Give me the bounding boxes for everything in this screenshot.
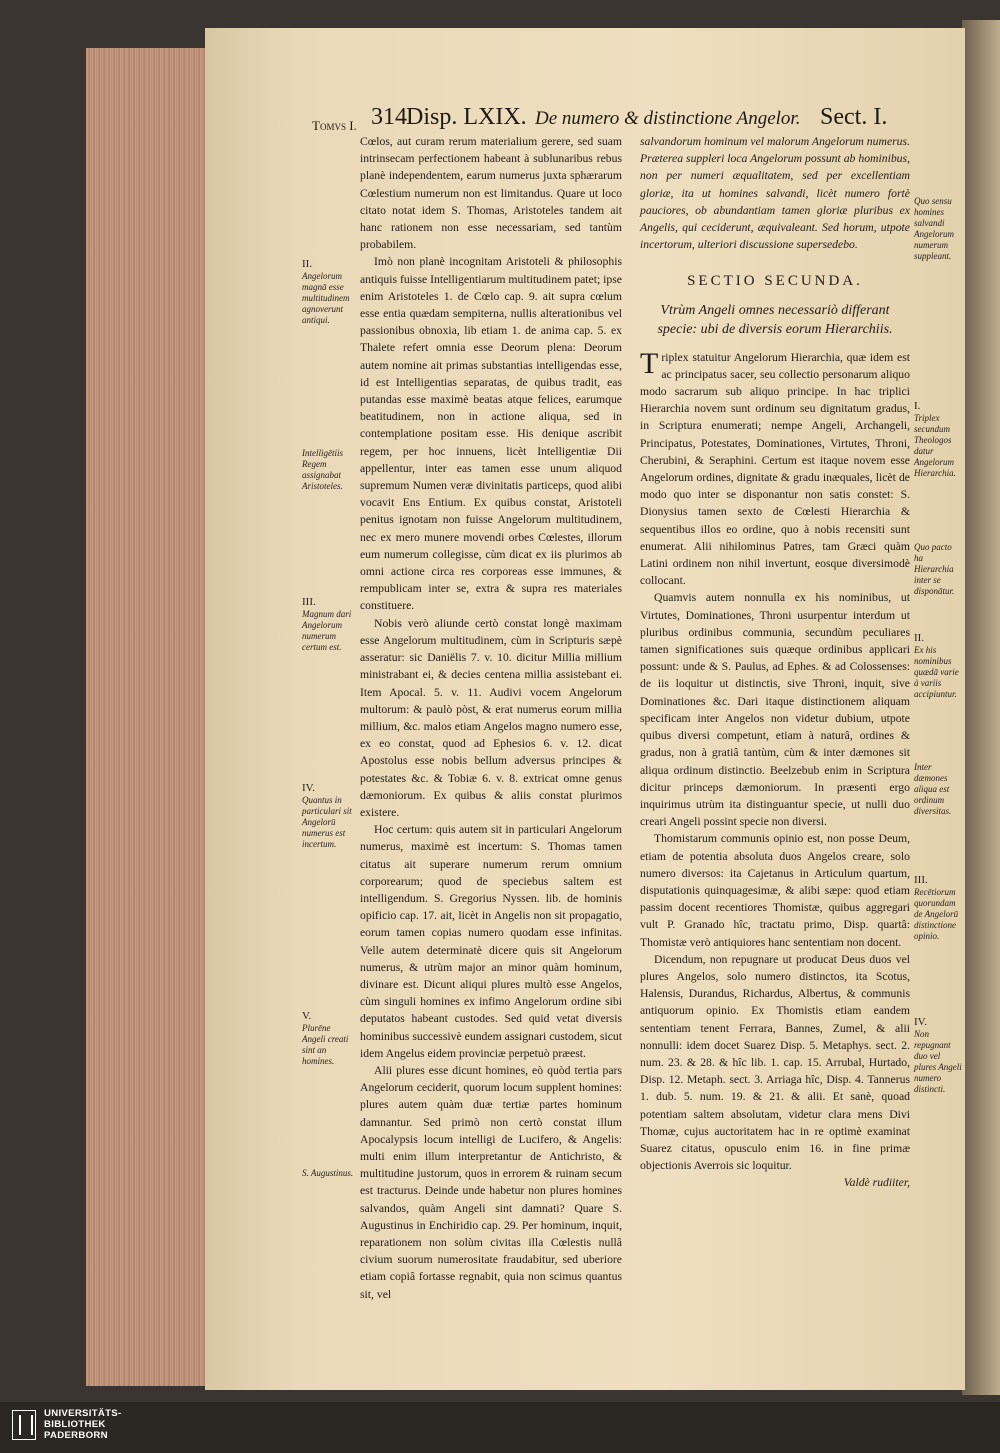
catchword: Valdè rudiiter, bbox=[843, 1176, 910, 1190]
paragraph: Thomistarum communis opinio est, non posse Deum, etiam de potentia absoluta duos Angelos creare, solo numero diversos: ita Cajetanus in Articulum quartum, disputationis quinquagesimæ, & alibi sæpe: quod etiam passim docent recentiores Thomistæ, quibus aggregari vult P. Granado hîc, tractatu primo, Disp. quartâ: Thomistæ verò antiquiores hanc sententiam non docent. bbox=[640, 832, 910, 949]
tomus-label: Tomvs I. bbox=[312, 118, 357, 133]
adjacent-page-edge bbox=[962, 20, 1000, 1395]
paragraph: Hoc certum: quis autem sit in particulari Angelorum numerus, maximè est incertum: S. Thomas tamen citatus ait superare numerum rerum omnium corporearum; quod de speciebus saltem est intelligendum. S. Gregorius Nyssen. lib. de hominis opificio cap. 17. ait, licèt in Angelis non sit propagatio, eorum tamen copias numero quodam esse infinitas. Velle autem determinatè dicere quis sit Angelorum numerus, & utrùm major an minor quàm hominum, divinare est. Dicunt aliqui plures multò esse Angelos, cùm singuli homines ex infimo Angelorum ordine sibi deputatos habeant custodes. Sed quid vetat diversis hominibus successivè eundem assignari custodem, sicut idem Angelus eidem provinciæ perpetuò præest. bbox=[360, 823, 622, 1060]
margin-note-text: Quo sensu homines salvandi Angelorum numerum suppleant. bbox=[914, 196, 954, 261]
margin-note bbox=[302, 258, 354, 326]
paragraph: Quamvis autem nonnulla ex his nominibus, ut Virtutes, Dominationes, Throni usurpentur interdum ut pluribus ordinibus communia, secundùm peculiares tamen significationes suis quæque ordinibus applicari possunt: unde & S. Paulus, ad Ephes. & ad Colossenses: de iis loquitur ut distinctis, sive Throni, inquit, sive Dominationes &c. Dari itaque distinctionem aliquam specificam inter Angelos non videtur dubium, utpote quibus diversi competunt, etiam à naturâ, ordines & gradus, non à gratiâ tantùm, cùm & inter dæmones sit aliqua ordinum distinctio. Beelzebub enim in Scriptura dicitur princeps dæmoniorum. In præsenti ergo inquirimus utrùm ita distinguantur specie, ut nulli duo creari Angeli possint specie non diversi. bbox=[640, 591, 910, 829]
paragraph: Cœlos, aut curam rerum materialium gerere, sed suam intrinsecam perfectionem habeant à sublunaribus rebus planè independentem, earum numerus juxta sphærarum Cœlestium numerum non est limitandus. Quare ut loco citato notat idem S. Thomas, Aristoteles tandem ait hanc rationem non esse necessariam, sed tantùm probabilem. bbox=[360, 135, 622, 252]
margin-note-number: II. bbox=[914, 632, 925, 644]
paragraph: Nobis verò aliunde certò constat longè maximam esse Angelorum multitudinem, cùm in Scripturis sæpè asseratur: sic Daniëlis 7. v. 10. dicitur Millia millium ministrabant ei, & decies centena millia assistebant ei. Item Apocal. 5. v. 11. Audivi vocem Angelorum multorum: & paulò pòst, & erat numerus eorum millia millium, &c. malos etiam Angelos magno numero esse, ex eo constat, quod ad Ephesios 6. v. 12. dicat Apostolus esse nobis bellum adversus principes & potestates &c. & Tobiæ 6. v. 8. extricat omne genus dæmoniorum. Ex quibus & aliis constat plurimos existere. bbox=[360, 616, 622, 819]
margin-note-number: IV. bbox=[914, 1016, 927, 1028]
margin-note-number: II. bbox=[302, 258, 313, 270]
left-text-column bbox=[360, 133, 622, 1303]
section-heading: SECTIO SECUNDA. bbox=[687, 273, 863, 290]
margin-note bbox=[302, 1010, 354, 1067]
margin-note-number: IV. bbox=[302, 782, 315, 794]
margin-note-text: Quantus in particulari sit Angelorū numerus est incertum. bbox=[302, 795, 352, 849]
library-logo-text: UNIVERSITÄTS- BIBLIOTHEK PADERBORN bbox=[44, 1408, 122, 1441]
margin-note bbox=[914, 762, 962, 817]
paragraph: salvandorum hominum vel malorum Angelorum numerus. Præterea suppleri loca Angelorum possunt ab hominibus, non per numeri æqualitatem, sed per excellentiam gloriæ, ita ut homines salvandi, licèt numero fortè pauciores, ob abundantiam tamen gloriæ pluribus ex Angelis, qui ceciderunt, æquivaleant. Sed horum, utpote incertorum, ulteriori discussione supersedebo. bbox=[640, 135, 910, 252]
margin-note-text: Ex his nominibus quædā varie à variis accipiuntur. bbox=[914, 645, 959, 699]
margin-note-text: Magnum dari Angelorum numerum certum est. bbox=[302, 609, 352, 652]
paragraph: Imò non planè incognitam Aristoteli & philosophis antiquis fuisse Intelligentiarum multitudinem patet; ipse enim Aristoteles 1. de Cœlo cap. 9. ait supra cœlum esse entia quædam sempiterna, nullis alterationibus vel passionibus obnoxia, lib etiam 1. de anima cap. 5. ex Thalete refert omnia esse Deorum plena: Deorum autem nomine ait primas substantias intelligendas esse, id est Intelligentias separatas, de quibus tradit, eas putandas esse maximè beatas atque felices, earumque beatitudinem, non in actione aliqua, sed in contemplatione positam esse. His denique ascribit regem, per hoc innuens, licèt Intelligentiæ Dii appellentur, inter eas tamen esse unum aliquod supremum Numen veræ divinitatis particeps, quod alibi vocavit Ens Entium. Ex quibus constat, Aristoteli penitus ignotam non fuisse Angelorum multitudinem, nec ex mero munere movendi orbes Cœlestes, illorum eum numerum collegisse, cùm dicat ex iis plurimos ab omni actione circa res corporeas esse immunes, & rempublicam inter se, extra & supra res materiales constituere. bbox=[360, 255, 622, 613]
margin-note-text: Plurēne Angeli creati sint an homines. bbox=[302, 1023, 349, 1066]
margin-note-text: Intelligētiis Regem assignabat Aristoteles. bbox=[302, 448, 343, 491]
disputation-label: Disp. LXIX. bbox=[406, 104, 527, 130]
section-label: Sect. I. bbox=[820, 104, 888, 130]
margin-note-text: Angelorum magnā esse multitudinem agnoverunt antiqui. bbox=[302, 271, 350, 325]
margin-note bbox=[302, 596, 354, 653]
paragraph: Dicendum, non repugnare ut producat Deus duos vel plures Angelos, solo numero distinctos, ita Scotus, Halensis, Durandus, Richardus, Albertus, & communis antiquorum opinio. Ex Thomistis etiam eandem sententiam tenent Ferrara, Bannes, Zumel, & alii nonnulli: idem docet Suarez Disp. 5. Metaphys. sect. 2. num. 23. & 28. & hîc lib. 1. cap. 15. Arrubal, Hurtado, Disp. 12. Metaph. sect. 3. Arriaga hîc, Disp. 4. Tannerus 1. dub. 5. num. 19. & 21. & alii. Et sanè, quoad potentiam saltem absolutam, videtur clara mens Divi Thomæ, cujus auctoritatem hac in re optimè examinat Suarez citatus, opusculo enim 16. in fine primæ objectionis Averrois sic loquitur. bbox=[640, 952, 910, 1173]
page-number: 314 bbox=[371, 104, 407, 130]
margin-note-number: V. bbox=[302, 1010, 312, 1022]
running-title: De numero & distinctione Angelor. bbox=[535, 108, 801, 129]
margin-note-number: I. bbox=[914, 400, 921, 412]
margin-note-number: III. bbox=[914, 874, 928, 886]
paragraph: Triplex statuitur Angelorum Hierarchia, quæ idem est ac principatus sacer, seu collectio personarum aliquo modo sacrarum sub aliquo principe. In hac triplici Hierarchia novem sunt ordinum seu dignitatum gradus, in Scriptura enumerati; nempe Angeli, Archangeli, Principatus, Potestates, Dominationes, Virtutes, Throni, Cherubini, & Seraphini. Certum est itaque novem esse Angelorum ordines, dignitate & gradu inæquales, licèt de modo quo inter se disponantur non satis constet: S. Dionysius tamen sexto de Cœlesti Hierarchia & sequentibus illos eo ordine, quo à nobis recensiti sunt enumerat. Alii nihilominus Patres, tam Græci quàm Latini ordinem non nihil invertunt, eosque diversimodè collocant. bbox=[640, 346, 910, 588]
margin-note bbox=[914, 874, 962, 942]
right-text-column bbox=[640, 133, 910, 1192]
margin-note bbox=[914, 196, 962, 262]
paragraph: Alii plures esse dicunt homines, eò quòd tertia pars Angelorum ceciderit, quorum locum supplent homines: plures autem quàm duæ tertiæ partes hominum damnantur. Sed primò non certò constat illum Apocalypsis locum intelligi de Lucifero, & Angelis: multi enim illum interpretantur de Antichristo, & multitudine justorum, quos in errorem & ruinam secum est tracturus. Deinde unde habetur non plures homines salvandos, quàm Angeli sint damnati? Quare S. Augustinus in Enchiridio cap. 29. Per hominum, inquit, reparationem non solùm civitas illa Cœlestis nullâ civium suorum numerositate fraudabitur, sed uberiore etiam copiâ fortasse regnabit, quia non scimus quantus sit, vel bbox=[360, 1063, 622, 1301]
margin-note-text: Triplex secundum Theologos datur Angelorum Hierarchia. bbox=[914, 413, 956, 478]
margin-note bbox=[302, 1168, 354, 1179]
margin-note-text: Quo pacto ha Hierarchia inter se disponātur. bbox=[914, 542, 955, 596]
margin-note bbox=[914, 1016, 962, 1095]
margin-note bbox=[914, 542, 962, 597]
margin-note-text: Recētiorum quorundam de Angelorū distinctione opinio. bbox=[914, 887, 959, 941]
margin-note-number: III. bbox=[302, 596, 316, 608]
margin-note bbox=[914, 400, 962, 479]
margin-note bbox=[302, 448, 354, 492]
margin-note bbox=[302, 782, 354, 850]
margin-note-text: S. Augustinus. bbox=[302, 1168, 354, 1178]
margin-note-text: Non repugnant duo vel plures Angeli numero distincti. bbox=[914, 1029, 962, 1094]
page-edges bbox=[86, 48, 216, 1386]
margin-note bbox=[914, 632, 962, 700]
margin-note-text: Inter dæmones aliqua est ordinum diversitas. bbox=[914, 762, 952, 816]
library-logo-icon bbox=[12, 1410, 36, 1440]
section-subtitle: Vtrùm Angeli omnes necessariò differant specie: ubi de diversis eorum Hierarchiis. bbox=[657, 302, 893, 337]
